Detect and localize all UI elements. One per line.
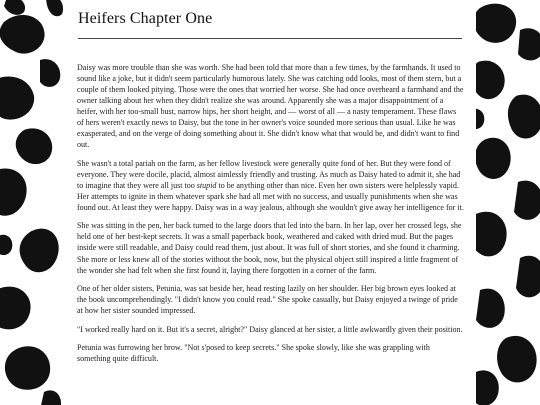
paragraph-text: She wasn't a total pariah on the farm, as her fellow livestock were generally quite fond of her. But they were fond of everyone. They were docile, placid, almost aimlessly friendly and trusting. As much as Daisy hated to admit it, she had to imagine that they were all just too (77, 158, 461, 190)
chapter-title: Heifers Chapter One (78, 10, 213, 27)
paragraph (77, 158, 464, 213)
emphasis-text: stupid (196, 180, 217, 190)
chapter-page (64, 0, 476, 405)
paragraph: "I worked really hard on it. But it's a secret, alright?" Daisy glanced at her sister, a little awkwardly given their position. (77, 324, 463, 334)
paragraph: Daisy was more trouble than she was worth. She had been told that more than a few times, by the farmhands. It used to sound like a joke, but it didn't seem particularly humorous lately. She was catching odd looks, most of them stern, but a couple of them looked pitying. Those were the ones that worried her worse. She had once overheard a farmhand and the owner talking about her when they didn't realize she was around. Apparently she was a major disappointment of a heifer, with her too-small bust, narrow hips, her short height, and — worst of all — a nasty temperament. These flaws of hers weren't exactly news to Daisy, but the tone in her owner's voice sounded more serious than usual. Like he was exasperated, and on the verge of doing something about it. She didn't know what that would be, and didn't want to find out. (77, 63, 464, 150)
paragraph-text: to be anything other than nice. Even her own sisters were helplessly vapid. Her attempts to ignite in them whatever spark she had all met with no success, and usually punishments when she was found out. At least they were happy. Daisy was in a way jealous, although she wouldn't give away her intelligence for it. (77, 180, 464, 212)
paragraph: One of her older sisters, Petunia, was sat beside her, head resting lazily on her shoulder. Her big brown eyes looked at the book uncomprehendingly. "I didn't know you could read." She spoke casually, but Daisy enjoyed a twinge of pride at how her sister sounded impressed. (77, 284, 458, 316)
title-divider (78, 38, 462, 39)
paragraph: She was sitting in the pen, her back turned to the large doors that led into the barn. In her lap, over her crossed legs, she held one of her best-kept secrets. It was a small paperback book, weathered and caked with dried mud. But the pages inside were still readable, and Daisy could read them, just about. It was full of short stories, and she found it charming. She more or less knew all of the stories without the book, now, but the physical object still inspired a little fragment of the wonder she had felt when she first found it, laying there forgotten in a corner of the farm. (77, 221, 462, 275)
chapter-body (77, 62, 464, 371)
paragraph: Petunia was furrowing her brow. "Not s'posed to keep secrets." She spoke slowly, like she was grappling with something quite difficult. (77, 342, 430, 364)
